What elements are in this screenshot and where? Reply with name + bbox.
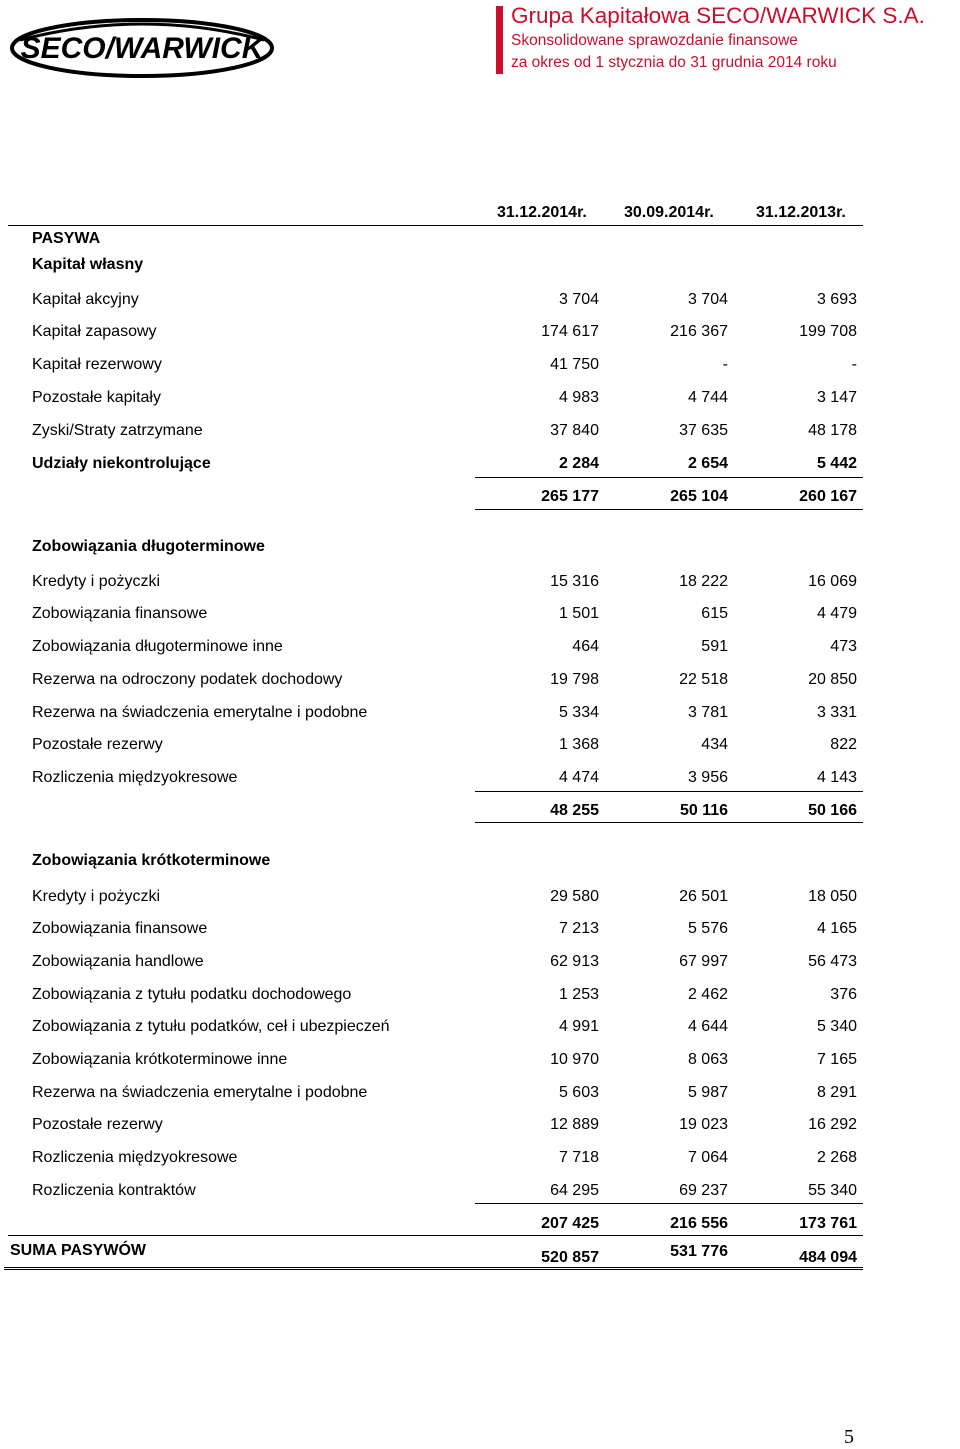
row-label: Kredyty i pożyczki xyxy=(32,573,161,590)
row-label: Rozliczenia międzyokresowe xyxy=(32,1149,238,1166)
value-cell: 3 147 xyxy=(816,389,857,406)
value-cell: 29 580 xyxy=(550,888,599,905)
value-cell: 18 050 xyxy=(808,888,857,905)
value-cell: 69 237 xyxy=(679,1182,728,1199)
value-cell: 16 069 xyxy=(808,573,857,590)
value-cell: 7 718 xyxy=(558,1149,599,1166)
total-cell: 173 761 xyxy=(799,1215,857,1232)
value-cell: 174 617 xyxy=(541,323,599,340)
row-label: Pozostałe rezerwy xyxy=(32,1116,163,1133)
value-cell: 4 479 xyxy=(816,605,857,622)
value-cell: 10 970 xyxy=(550,1051,599,1068)
value-cell: 67 997 xyxy=(679,953,728,970)
value-cell: - xyxy=(851,356,857,373)
grand-total-label: SUMA PASYWÓW xyxy=(10,1242,146,1259)
value-cell: 7 165 xyxy=(816,1051,857,1068)
row-label: Rezerwa na świadczenia emerytalne i podobne xyxy=(32,1084,368,1101)
value-cell: 3 781 xyxy=(687,704,728,721)
value-cell: 2 462 xyxy=(687,986,728,1003)
value-cell: 5 340 xyxy=(816,1018,857,1035)
grand-total-double-rule xyxy=(4,1267,863,1270)
value-cell: 2 654 xyxy=(687,455,728,472)
value-cell: 5 576 xyxy=(687,920,728,937)
value-cell: 473 xyxy=(830,638,857,655)
grand-total-top-rule xyxy=(8,1235,863,1236)
row-label: Udziały niekontrolujące xyxy=(32,455,211,472)
value-cell: 4 165 xyxy=(816,920,857,937)
value-cell: 12 889 xyxy=(550,1116,599,1133)
page-number: 5 xyxy=(844,1426,854,1448)
column-header-2013-12: 31.12.2013r. xyxy=(756,204,846,221)
value-cell: 26 501 xyxy=(679,888,728,905)
value-cell: 8 063 xyxy=(687,1051,728,1068)
column-header-2014-12: 31.12.2014r. xyxy=(497,204,587,221)
total-rule xyxy=(475,509,863,510)
subtotal-rule xyxy=(475,791,863,792)
header-subtitle-1: Skonsolidowane sprawozdanie finansowe xyxy=(511,32,798,49)
row-label: Kapitał zapasowy xyxy=(32,323,157,340)
row-label: Zobowiązania długoterminowe inne xyxy=(32,638,283,655)
grand-total-cell: 520 857 xyxy=(541,1249,599,1266)
section-title-short-term: Zobowiązania krótkoterminowe xyxy=(32,852,271,869)
value-cell: 4 143 xyxy=(816,769,857,786)
value-cell: 3 956 xyxy=(687,769,728,786)
value-cell: 5 442 xyxy=(816,455,857,472)
value-cell: 5 334 xyxy=(558,704,599,721)
total-cell: 48 255 xyxy=(550,802,599,819)
total-cell: 265 177 xyxy=(541,488,599,505)
value-cell: 4 474 xyxy=(558,769,599,786)
header-subtitle-2: za okres od 1 stycznia do 31 grudnia 2014 roku xyxy=(511,54,837,71)
value-cell: 5 603 xyxy=(558,1084,599,1101)
value-cell: 376 xyxy=(830,986,857,1003)
value-cell: 464 xyxy=(572,638,599,655)
row-label: Rezerwa na świadczenia emerytalne i podobne xyxy=(32,704,368,721)
value-cell: 3 704 xyxy=(687,291,728,308)
company-logo-graphic xyxy=(8,10,276,80)
row-label: Kapitał rezerwowy xyxy=(32,356,162,373)
value-cell: 822 xyxy=(830,736,857,753)
value-cell: 16 292 xyxy=(808,1116,857,1133)
row-label: Zobowiązania z tytułu podatku dochodowego xyxy=(32,986,352,1003)
column-header-2014-09: 30.09.2014r. xyxy=(624,204,714,221)
value-cell: 1 501 xyxy=(558,605,599,622)
value-cell: 55 340 xyxy=(808,1182,857,1199)
total-rule xyxy=(475,822,863,823)
value-cell: 3 331 xyxy=(816,704,857,721)
row-label: Zobowiązania finansowe xyxy=(32,920,208,937)
value-cell: 7 064 xyxy=(687,1149,728,1166)
row-label: Zobowiązania krótkoterminowe inne xyxy=(32,1051,288,1068)
value-cell: - xyxy=(722,356,728,373)
value-cell: 41 750 xyxy=(550,356,599,373)
value-cell: 1 368 xyxy=(558,736,599,753)
section-title-equity: Kapitał własny xyxy=(32,256,144,273)
grand-total-cell: 484 094 xyxy=(799,1249,857,1266)
row-label: Zyski/Straty zatrzymane xyxy=(32,422,203,439)
value-cell: 4 644 xyxy=(687,1018,728,1035)
row-label: Rozliczenia międzyokresowe xyxy=(32,769,238,786)
value-cell: 434 xyxy=(701,736,728,753)
value-cell: 4 991 xyxy=(558,1018,599,1035)
document-header xyxy=(511,2,925,74)
value-cell: 199 708 xyxy=(799,323,857,340)
company-logo xyxy=(8,10,276,80)
value-cell: 19 798 xyxy=(550,671,599,688)
row-label: Zobowiązania handlowe xyxy=(32,953,204,970)
total-cell: 50 116 xyxy=(679,802,728,819)
row-label: Kredyty i pożyczki xyxy=(32,888,161,905)
value-cell: 48 178 xyxy=(808,422,857,439)
row-label: Pozostałe rezerwy xyxy=(32,736,163,753)
subtotal-rule xyxy=(475,477,863,478)
header-title: Grupa Kapitałowa SECO/WARWICK S.A. xyxy=(511,3,925,28)
section-title-pasywa: PASYWA xyxy=(32,230,101,247)
total-cell: 50 166 xyxy=(808,802,857,819)
row-label: Kapitał akcyjny xyxy=(32,291,139,308)
section-title-long-term: Zobowiązania długoterminowe xyxy=(32,538,265,555)
value-cell: 19 023 xyxy=(679,1116,728,1133)
value-cell: 591 xyxy=(701,638,728,655)
value-cell: 216 367 xyxy=(670,323,728,340)
value-cell: 18 222 xyxy=(679,573,728,590)
row-label: Zobowiązania finansowe xyxy=(32,605,208,622)
value-cell: 3 704 xyxy=(558,291,599,308)
value-cell: 56 473 xyxy=(808,953,857,970)
row-label: Zobowiązania z tytułu podatków, ceł i ubezpieczeń xyxy=(32,1018,390,1035)
row-label: Rozliczenia kontraktów xyxy=(32,1182,196,1199)
value-cell: 4 744 xyxy=(687,389,728,406)
value-cell: 2 268 xyxy=(816,1149,857,1166)
value-cell: 615 xyxy=(701,605,728,622)
row-label: Rezerwa na odroczony podatek dochodowy xyxy=(32,671,343,688)
value-cell: 8 291 xyxy=(816,1084,857,1101)
total-cell: 207 425 xyxy=(541,1215,599,1232)
header-accent-bar xyxy=(496,6,503,74)
value-cell: 15 316 xyxy=(550,573,599,590)
value-cell: 22 518 xyxy=(679,671,728,688)
value-cell: 62 913 xyxy=(550,953,599,970)
subtotal-rule xyxy=(475,1203,863,1204)
total-cell: 260 167 xyxy=(799,488,857,505)
value-cell: 37 635 xyxy=(679,422,728,439)
total-cell: 265 104 xyxy=(670,488,728,505)
value-cell: 5 987 xyxy=(687,1084,728,1101)
value-cell: 3 693 xyxy=(816,291,857,308)
value-cell: 20 850 xyxy=(808,671,857,688)
logo-text: SECO/WARWICK xyxy=(20,32,264,65)
row-label: Pozostałe kapitały xyxy=(32,389,161,406)
grand-total-cell: 531 776 xyxy=(670,1243,728,1260)
value-cell: 2 284 xyxy=(558,455,599,472)
total-cell: 216 556 xyxy=(670,1215,728,1232)
header-rule xyxy=(8,225,863,226)
value-cell: 1 253 xyxy=(558,986,599,1003)
value-cell: 37 840 xyxy=(550,422,599,439)
value-cell: 7 213 xyxy=(558,920,599,937)
value-cell: 64 295 xyxy=(550,1182,599,1199)
value-cell: 4 983 xyxy=(558,389,599,406)
